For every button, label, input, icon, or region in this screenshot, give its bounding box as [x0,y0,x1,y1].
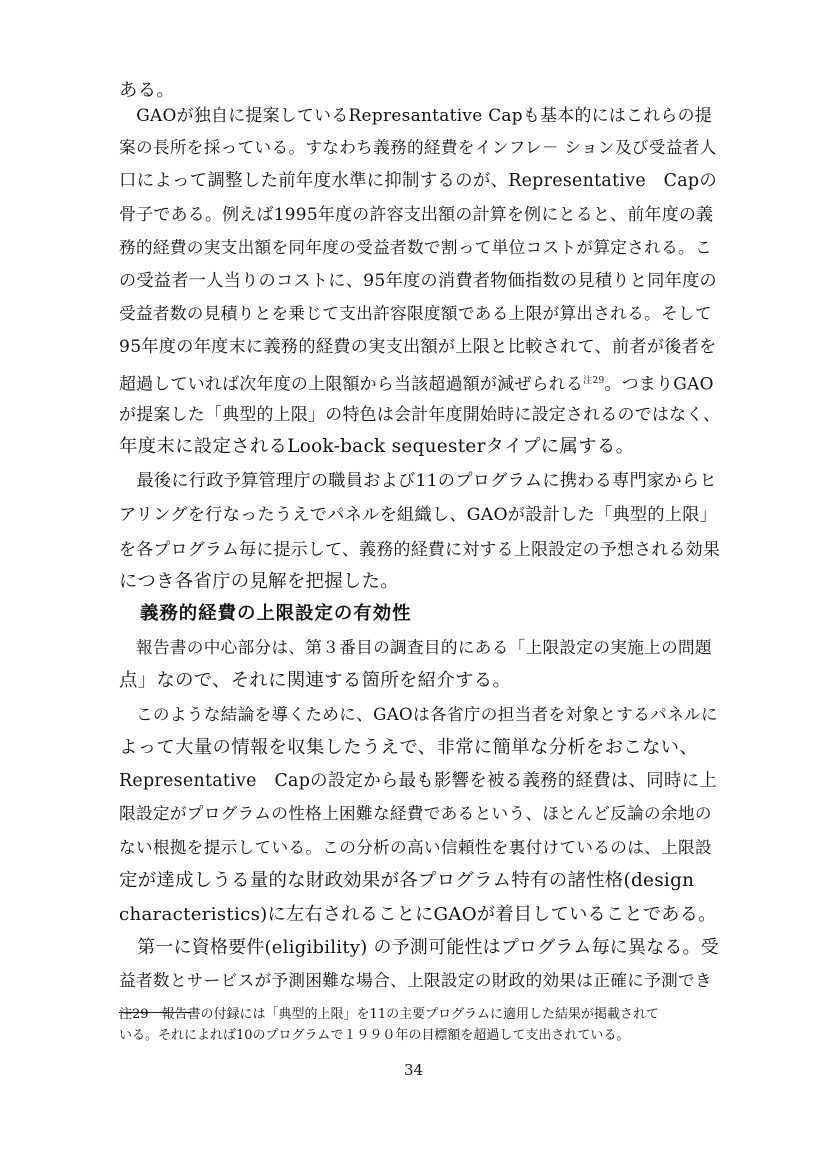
body-line: 定が達成しうる量的な財政効果が各プログラム特有の諸性格(design [119,870,695,891]
body-line: ない根拠を提示している。この分析の高い信頼性を裏付けているのは、上限設 [119,838,712,857]
body-line: Representative Capの設定から最も影響を被る義務的経費は、同時に上 [119,771,718,791]
body-line: を各プログラム毎に提示して、義務的経費に対する上限設定の予想される効果 [119,539,721,559]
body-line: アリングを行なったうえでパネルを組織し、GAOが設計した「典型的上限」 [119,505,718,525]
body-line: 年度末に設定されるLook-back sequesterタイプに属する。 [119,436,635,457]
body-line: が提案した「典型的上限」の特色は会計年度開始時に設定されるのではなく、 [119,404,721,424]
body-line: このような結論を導くために、GAOは各省庁の担当者を対象とするパネルに [119,705,718,724]
body-line: 受益者数の見積りとを乗じて支出許容限度額である上限が算出される。そして [119,304,712,323]
body-line-with-note [119,370,719,395]
body-line: 務的経費の実支出額を同年度の受益者数で割って単位コストが算定される。こ [119,238,712,257]
body-line: 第一に資格要件(eligibility) の予測可能性はプログラム毎に異なる。受 [119,937,719,958]
body-line: 点」なので、それに関連する箇所を紹介する。 [119,670,512,691]
body-line: の受益者一人当りのコストに、95年度の消費者物価指数の見積りと同年度の [119,271,717,291]
page-number: 34 [403,1061,424,1079]
body-line: 口によって調整した前年度水準に抑制するのが、Representative Capの [119,171,718,191]
body-line-text: 。つまりGAO [604,373,714,394]
body-line-text: 超過していれば次年度の上限額から当該超過額が減ぜられる [119,373,584,394]
body-line: 案の長所を採っている。すなわち義務的経費をインフレ－ ション及び受益者人 [119,138,717,157]
footnote-ref: 注29 [583,376,605,386]
body-line: 骨子である。例えば1995年度の許容支出額の計算を例にとると、前年度の義 [119,204,714,224]
body-line: characteristics)に左右されることにGAOが着目していることである。 [119,904,717,925]
body-line: ある。 [119,80,176,101]
body-line: 最後に行政予算管理庁の職員および11のプログラムに携わる専門家からヒ [119,471,717,491]
body-line: GAOが独自に提案しているRepresantative Capも基本的にはこれらの提 [119,105,713,125]
body-line: 益者数とサービスが予測困難な場合、上限設定の財政的効果は正確に予測でき [119,971,712,990]
section-heading: 義務的経費の上限設定の有効性 [140,603,412,624]
body-line: よって大量の情報を収集したうえで、非常に簡単な分析をおこない、 [119,737,699,758]
footnote-line: いる。それによれば10のプログラムで１９９０年の目標額を超過して支出されている。 [119,1028,630,1043]
body-line: 報告書の中心部分は、第３番目の調査目的にある「上限設定の実施上の問題 [119,638,712,657]
footnote-line: 注29 報告書の付録には「典型的上限」を11の主要プログラムに適用した結果が掲載されて [119,1007,659,1022]
body-line: 限設定がプログラムの性格上困難な経費であるという、ほとんど反論の余地の [119,804,712,823]
body-line: 95年度の年度末に義務的経費の実支出額が上限と比較されて、前者が後者を [119,337,717,357]
body-line: につき各省庁の見解を把握した。 [119,571,399,592]
